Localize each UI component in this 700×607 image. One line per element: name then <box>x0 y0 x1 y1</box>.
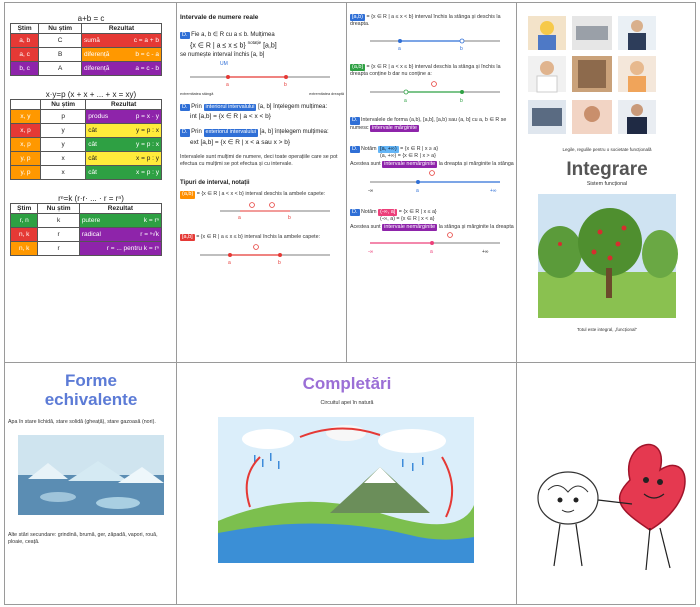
table-power <box>10 203 162 256</box>
cell-unknown: y <box>40 138 85 152</box>
cell-result: radical r = ⁿ√k <box>79 228 161 242</box>
formula-sum: a+b = c <box>77 14 105 23</box>
forme-section <box>8 372 174 602</box>
operations-note: Intervalele sunt mulțimi de numere, deci toate operațiile care se pot efectua cu mulțimi se pot efectua și cu intervale. <box>180 153 338 167</box>
types-title: Tipuri de interval, notații <box>180 180 250 187</box>
header-result: Rezultat <box>82 24 162 34</box>
exterior-set: ext [a,b] = {x ∈ R | x < a sau x > b} <box>190 138 291 146</box>
half-open-right-def: [a,b) = {x ∈ R | a ≤ x < b} interval închis la stânga și deschis la dreapta. <box>350 14 501 28</box>
endpoint-b <box>284 75 288 79</box>
heart-brain-drawing <box>520 400 694 600</box>
definition-text: Fie a, b ∈ R cu a ≤ b. Mulțimea <box>191 32 275 38</box>
cell-known: x, y <box>11 110 41 124</box>
heart-brain-illustration <box>520 400 694 600</box>
closed-interval-axis-2 <box>180 241 344 267</box>
header-result: Rezultat <box>79 204 161 214</box>
unbounded-right-def: D. Notăm [a, +∞) = {x ∈ R | x ≥ a} <box>352 145 439 152</box>
cell-known: r, n <box>11 214 38 228</box>
bounded-def: D. Intervalele de forma (a,b), [a,b], [a,b) sau (a, b] cu a, b ∈ R se numesc intervale mărginite <box>350 117 507 131</box>
cell-result: cât y = p : x <box>86 124 162 138</box>
cell-result: diferență b = c - a <box>82 48 162 62</box>
cell-unknown: C <box>39 34 82 48</box>
definition-closed <box>180 31 344 39</box>
cell-result: sumă c = a + b <box>82 34 162 48</box>
water-cycle-caption: Circuitul apei în natură <box>320 400 374 406</box>
column-divider <box>346 2 347 362</box>
tree-caption: Totul este integral, „funcțional” <box>576 327 638 333</box>
cell-unknown: y <box>40 124 85 138</box>
half-open-left-def: (a,b] = {x ∈ R | a < x ≤ b} interval deschis la stânga și închis la dreapta conține b dar nu conține a: <box>350 63 501 77</box>
integrare-subtitle: Sistem funcțional <box>586 181 628 188</box>
svg-text:+∞: +∞ <box>482 248 489 255</box>
half-open-left-axis <box>350 78 514 106</box>
cell-unknown: x <box>40 152 85 166</box>
row-divider <box>4 362 696 363</box>
table-row <box>11 62 162 76</box>
forme-title-1: Forme <box>65 372 117 390</box>
svg-text:a: a <box>416 187 419 194</box>
table-row <box>11 152 162 166</box>
cell-known: n, k <box>11 228 38 242</box>
cell-known: x, p <box>11 124 41 138</box>
cell-known: n, k <box>11 242 38 256</box>
forme-footer: Alte stări secundare: grindină, brumă, ger, zăpadă, vapori, rouă, ploaie, ceață. <box>8 531 158 545</box>
cell-known: b, c <box>11 62 39 76</box>
table-sum <box>10 23 162 76</box>
closed-interval-def: [a,b] = {x ∈ R | a ≤ x ≤ b} interval închis la ambele capete: <box>182 233 321 240</box>
forme-title-2: echivalente <box>44 389 138 409</box>
professions-photo-grid <box>520 8 694 142</box>
glacier-photo <box>8 435 174 519</box>
svg-text:b: b <box>278 259 281 266</box>
open-interval-axis <box>180 199 344 221</box>
cell-unknown: r <box>38 242 79 256</box>
cell-known: x, p <box>11 138 41 152</box>
cell-result: putere k = rⁿ <box>79 214 161 228</box>
cell-result: cât x = p : y <box>86 152 162 166</box>
unbounded-right-axis <box>350 168 514 194</box>
cell-unknown: B <box>39 48 82 62</box>
header-known: Știm <box>11 24 39 34</box>
section-title: Intervale de numere reale <box>180 14 259 21</box>
header-unknown: Nu știm <box>38 204 79 214</box>
closed-interval-axis <box>180 59 344 89</box>
brain-character <box>538 472 598 524</box>
table-row <box>11 110 162 124</box>
table-row <box>11 138 162 152</box>
closed-set: {x ∈ R | a ≤ x ≤ b} $^{notație}$ [a,b] <box>190 40 277 50</box>
column-divider <box>516 2 517 605</box>
column-divider <box>176 2 177 362</box>
table-row <box>11 228 162 242</box>
header-known: Știm <box>11 204 38 214</box>
svg-text:a: a <box>226 81 229 88</box>
svg-text:b: b <box>288 214 291 221</box>
svg-text:a: a <box>228 259 231 266</box>
integration-column <box>520 8 694 362</box>
cell-unknown: k <box>38 214 79 228</box>
table-row <box>11 124 162 138</box>
svg-text:a: a <box>238 214 241 221</box>
endpoint-a <box>226 75 230 79</box>
table-row <box>11 48 162 62</box>
completari-section <box>180 374 514 602</box>
header-unknown: Nu știm <box>40 100 85 110</box>
table-row <box>11 34 162 48</box>
unbounded-right-note: Acestea sunt intervale nemărginite la dreapta și mărginite la stânga <box>350 160 514 167</box>
svg-text:a: a <box>404 98 407 105</box>
cell-result: cât x = p : y <box>86 166 162 180</box>
open-interval-def: (a,b) = {x ∈ R | a < x < b} interval deschis la ambele capete: <box>182 191 326 198</box>
unbounded-right-open: (a, +∞) = {x ∈ R | x > a} <box>380 153 436 160</box>
svg-text:b: b <box>284 81 287 88</box>
cell-result: cât y = p : x <box>86 138 162 152</box>
unbounded-left-open: (-∞, a) = {x ∈ R | x < a} <box>380 216 435 223</box>
svg-text:+∞: +∞ <box>490 187 497 194</box>
interior-set: int [a,b] = {x ∈ R | a < x < b} <box>190 113 271 121</box>
formula-product: x·y=p (x + x + ... + x = xy) <box>45 90 137 99</box>
cell-result: r = ... pentru k = rⁿ <box>79 242 161 256</box>
closed-name: se numește interval închis [a, b] <box>180 51 265 58</box>
intervals-column-2 <box>350 14 514 360</box>
definition-interior: D. Prin interiorul intervalului [a, b] înțelegem mulțimea: <box>182 103 328 110</box>
unbounded-left-note: Acestea sunt intervale nemărginite la stânga și mărginite la dreapta <box>350 223 514 230</box>
half-open-right-axis <box>350 29 514 53</box>
water-cycle-diagram <box>180 417 514 567</box>
photo-caption: Legile, regulile pentru o societate funcțională <box>562 147 652 152</box>
cell-unknown: r <box>38 228 79 242</box>
cell-known: a, c <box>11 48 39 62</box>
heart-character <box>620 445 685 530</box>
cell-known: a, b <box>11 34 39 48</box>
integrare-title: Integrare <box>566 159 648 181</box>
cell-unknown: A <box>39 62 82 76</box>
completari-title: Completări <box>302 374 392 393</box>
cell-known: y, p <box>11 152 41 166</box>
intervals-column <box>180 14 344 360</box>
formula-power: rⁿ=k (r·r· ... · r = rⁿ) <box>58 194 124 203</box>
header-unknown: Nu știm <box>39 24 82 34</box>
svg-text:-∞: -∞ <box>368 248 374 255</box>
unbounded-left-axis <box>350 231 514 257</box>
header-known: Știm <box>11 100 41 110</box>
svg-text:a: a <box>398 45 401 52</box>
svg-text:b: b <box>460 45 463 52</box>
cell-known: y, p <box>11 166 41 180</box>
axis-label: UM <box>220 60 228 67</box>
cell-result: produs p = x · y <box>86 110 162 124</box>
table-row <box>11 214 162 228</box>
axis-captions: extremitatea stângă extremitatea dreaptă <box>180 91 344 96</box>
svg-text:-∞: -∞ <box>368 187 374 194</box>
orchard-photo <box>520 192 694 322</box>
svg-text:b: b <box>460 98 463 105</box>
forme-text: Apa în stare lichidă, stare solidă (gheață), stare gazoasă (nori). <box>8 419 156 426</box>
formulas-column <box>10 14 172 360</box>
cell-unknown: p <box>40 110 85 124</box>
header-result: Rezultat <box>86 100 162 110</box>
unbounded-left-def: D. Notăm (-∞, a] = {x ∈ R | x ≤ a} <box>352 208 437 215</box>
cell-unknown: x <box>40 166 85 180</box>
table-product <box>10 99 162 180</box>
table-row <box>11 242 162 256</box>
cell-result: diferență a = c - b <box>82 62 162 76</box>
table-row <box>11 166 162 180</box>
svg-text:a: a <box>430 248 433 255</box>
definition-tag: D. <box>182 32 188 38</box>
definition-exterior: D. Prin exteriorul intervalului [a, b] înțelegem mulțimea: <box>182 129 329 136</box>
column-divider <box>176 362 177 605</box>
